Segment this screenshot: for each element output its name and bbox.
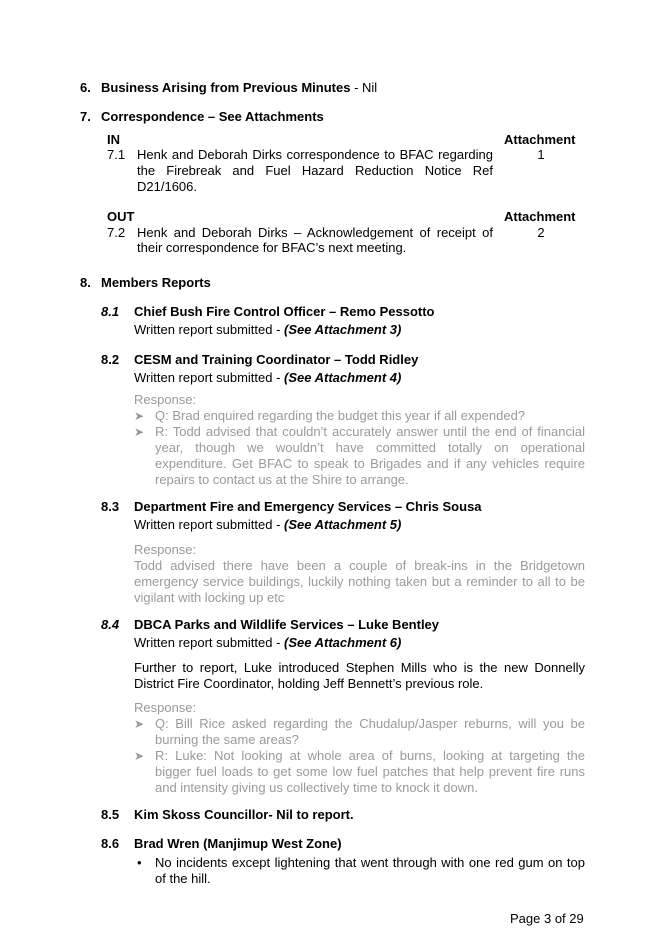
report-8-2-reply-line-2: year, though we wouldn’t have committed totally on operational — [155, 440, 585, 455]
report-8-2-question: Q: Brad enquired regarding the budget this year if all expended? — [155, 408, 526, 423]
report-8-3-written — [134, 517, 401, 533]
report-8-3-line-2: emergency service buildings, luckily nothing taken but a reminder to all to be — [134, 574, 585, 589]
arrow-bullet-icon: ➤ — [134, 749, 145, 763]
item-7-2-line-2: their correspondence for BFAC’s next meeting. — [137, 240, 407, 255]
item-7-1-line-3: D21/1606. — [137, 179, 197, 194]
report-8-3-number: 8.3 — [101, 499, 120, 514]
report-8-3-written-text: Written report submitted - — [134, 517, 285, 532]
report-8-4-title: DBCA Parks and Wildlife Services – Luke Bentley — [134, 617, 440, 632]
report-8-6-title: Brad Wren (Manjimup West Zone) — [134, 836, 342, 851]
report-8-4-written-text: Written report submitted - — [134, 635, 285, 650]
item-7-2-line-1: Henk and Deborah Dirks – Acknowledgement of receipt of — [137, 225, 493, 240]
report-8-4-written — [134, 635, 401, 651]
section-8-number: 8. — [80, 275, 91, 290]
report-8-4-reply-line-1: R: Luke: Not looking at whole area of burns, looking at targeting the — [155, 748, 585, 763]
report-8-3-attachment: (See Attachment 5) — [284, 517, 402, 532]
report-8-6-number: 8.6 — [101, 836, 120, 851]
section-7-title: Correspondence – See Attachments — [101, 109, 324, 124]
item-7-1-line-2: the Firebreak and Fuel Hazard Reduction Notice Ref — [137, 163, 493, 178]
report-8-3-line-1: Todd advised there have been a couple of break-ins in the Bridgetown — [134, 558, 585, 573]
report-8-4-question-line-2: burning the same areas? — [155, 732, 299, 747]
section-6-number: 6. — [80, 80, 91, 95]
arrow-bullet-icon: ➤ — [134, 717, 145, 731]
report-8-6-bullet-line-2: of the hill. — [155, 871, 211, 886]
report-8-1-written — [134, 322, 401, 338]
in-attachment-label: Attachment — [504, 132, 576, 147]
item-7-2-number: 7.2 — [107, 225, 126, 240]
report-8-2-number: 8.2 — [101, 352, 120, 367]
page-number: Page 3 of 29 — [510, 911, 584, 926]
arrow-bullet-icon: ➤ — [134, 425, 145, 439]
in-attachment-number: 1 — [537, 147, 545, 162]
report-8-6-bullet-line-1: No incidents except lightening that went through with one red gum on top — [155, 855, 585, 870]
out-attachment-number: 2 — [537, 225, 545, 240]
report-8-2-reply-line-1: R: Todd advised that couldn’t accurately answer until the end of financial — [155, 424, 585, 439]
report-8-4-reply-line-3: and intensity giving us collectively time to knock it down. — [155, 780, 478, 795]
report-8-4-attachment: (See Attachment 6) — [284, 635, 402, 650]
bullet-icon: • — [137, 855, 142, 870]
report-8-5-number: 8.5 — [101, 807, 120, 822]
in-label: IN — [107, 132, 120, 147]
report-8-1-written-text: Written report submitted - — [134, 322, 285, 337]
report-8-2-written — [134, 370, 401, 386]
report-8-2-response-label: Response: — [134, 392, 197, 407]
report-8-4-number: 8.4 — [101, 617, 120, 632]
report-8-2-attachment: (See Attachment 4) — [284, 370, 402, 385]
item-7-1-number: 7.1 — [107, 147, 126, 162]
out-label: OUT — [107, 209, 135, 224]
report-8-4-response-label: Response: — [134, 700, 197, 715]
report-8-3-title: Department Fire and Emergency Services – Chris Sousa — [134, 499, 482, 514]
section-6-title: Business Arising from Previous Minutes — [101, 80, 351, 95]
report-8-4-further-line-1: Further to report, Luke introduced Stephen Mills who is the new Donnelly — [134, 660, 585, 675]
report-8-2-title: CESM and Training Coordinator – Todd Ridley — [134, 352, 419, 367]
out-attachment-label: Attachment — [504, 209, 576, 224]
report-8-4-reply-line-2: bigger fuel loads to get some low fuel patches that help prevent fire runs — [155, 764, 585, 779]
report-8-1-title: Chief Bush Fire Control Officer – Remo Pessotto — [134, 304, 435, 319]
report-8-2-reply-line-4: repairs to contact us at the Shire to arrange. — [155, 472, 409, 487]
report-8-5-title: Kim Skoss Councillor- Nil to report. — [134, 807, 354, 822]
report-8-2-reply-line-3: expenditure. Get BFAC to speak to Brigades and if any vehicles require — [155, 456, 585, 471]
report-8-2-written-text: Written report submitted - — [134, 370, 285, 385]
report-8-3-response-label: Response: — [134, 542, 197, 557]
item-7-1-line-1: Henk and Deborah Dirks correspondence to BFAC regarding — [137, 147, 493, 162]
report-8-3-line-3: vigilant with locking up etc — [134, 590, 285, 605]
section-7-number: 7. — [80, 109, 91, 124]
section-6-heading — [101, 80, 377, 96]
section-6-tail: - Nil — [350, 80, 378, 95]
section-8-title: Members Reports — [101, 275, 211, 290]
arrow-bullet-icon: ➤ — [134, 409, 145, 423]
report-8-4-further-line-2: District Fire Coordinator, holding Jeff Bennett’s previous role. — [134, 676, 484, 691]
report-8-4-question-line-1: Q: Bill Rice asked regarding the Chudalup/Jasper reburns, will you be — [155, 716, 585, 731]
report-8-1-number: 8.1 — [101, 304, 120, 319]
report-8-1-attachment: (See Attachment 3) — [284, 322, 402, 337]
